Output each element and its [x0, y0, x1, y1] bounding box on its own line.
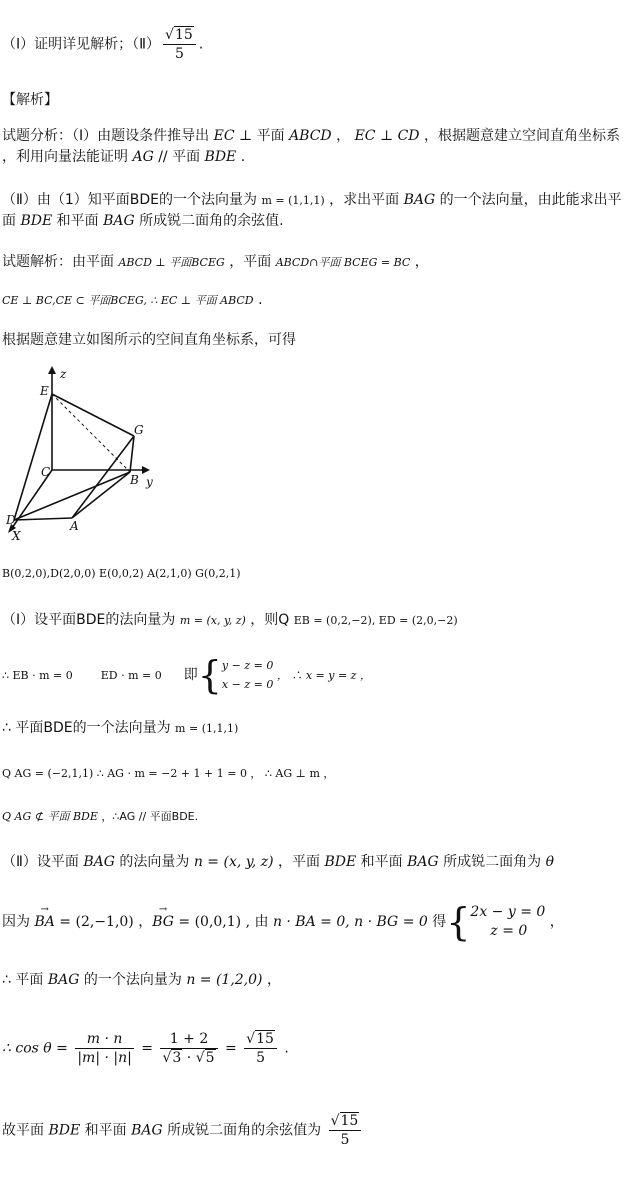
label-y: y: [146, 475, 153, 489]
part2-line-2: 因为 → BA = (2,−1,0) ，→ BG = (0,0,1) , 由 n · BA = 0, n · BG = 0 得{ 2x − y = 0 z = 0 ，: [2, 903, 564, 941]
label-z: z: [60, 367, 67, 381]
label-E: E: [40, 384, 49, 398]
part1-line-2: ∴ EB · m = 0 ED · m = 0 即{ y − z = 0 x − z = 0 ， ∴ x = y = z ，: [2, 653, 371, 697]
section-heading: 【解析】: [2, 92, 58, 108]
cos-fraction-1: $\frac{m \cdot n}{|m| \cdot |n|}$: [77, 1031, 132, 1066]
points-line: B(0,2,0),D(2,0,0) E(0,0,2) A(2,1,0) G(0,2,1): [2, 567, 241, 580]
edge-ED: [14, 394, 52, 520]
part2-line-4: ∴ cos θ = $\frac{m \cdot n}{|m| \cdot |n|}$ = $\frac{1 + 2}{√3 \cdot √5}$ = $\frac{√15}{5}$ .: [2, 1031, 289, 1066]
label-D: D: [6, 513, 16, 527]
edge-DA: [14, 518, 72, 520]
hidden-EB: [52, 394, 130, 472]
solution-line-3: 根据题意建立如图所示的空间直角坐标系，可得: [2, 332, 296, 348]
label-x: X: [12, 529, 21, 543]
label-G: G: [134, 423, 144, 437]
coordinate-diagram: [0, 362, 180, 544]
part2-line-1: （Ⅱ）设平面 BAG 的法向量为 n = (x, y, z) ，平面 BDE 和平面 BAG 所成锐二面角为 θ: [2, 854, 555, 870]
analysis-line-4: 面 BDE 和平面 BAG 所成锐二面角的余弦值.: [2, 213, 284, 229]
answer-text: （Ⅰ）证明详见解析；（Ⅱ）: [2, 36, 161, 53]
equation-system-2: { 2x − y = 0 z = 0: [446, 900, 546, 944]
conclusion-line: 故平面 BDE 和平面 BAG 所成锐二面角的余弦值为 $\frac{√15}{5}$: [2, 1112, 364, 1149]
part2-line-3: ∴ 平面 BAG 的一个法向量为 n = (1,2,0) ，: [2, 972, 281, 988]
answer-fraction: $\frac{√15}{5}$: [163, 26, 196, 63]
answer-line: （Ⅰ）证明详见解析；（Ⅱ） $\frac{√15}{5}$ .: [2, 27, 204, 62]
solution-line-1: 试题解析：由平面 ABCD ⊥ 平面BCEG ，平面 ABCD∩平面 BCEG = BC ，: [2, 254, 429, 270]
cos-fraction-3: $\frac{√15}{5}$: [244, 1030, 277, 1067]
part1-line-5: Q AG ⊄ 平面 BDE ，∴AG // 平面BDE.: [2, 810, 199, 823]
label-A: A: [70, 519, 79, 533]
edge-DB: [14, 472, 130, 520]
equation-system-1: { y − z = 0 x − z = 0: [197, 653, 274, 697]
analysis-line-1: 试题分析：（Ⅰ）由题设条件推导出 EC ⊥ 平面 ABCD ， EC ⊥ CD ，根据题意建立空间直角坐标系: [2, 128, 620, 144]
part1-line-1: （Ⅰ）设平面BDE的法向量为 m = (x, y, z) ，则Q EB = (0,2,−2), ED = (2,0,−2): [2, 612, 458, 628]
label-B: B: [130, 473, 139, 487]
cos-fraction-2: $\frac{1 + 2}{√3 \cdot √5}$: [160, 1030, 217, 1067]
edge-EG: [52, 394, 134, 436]
z-arrow-icon: [48, 366, 56, 374]
label-C: C: [41, 465, 51, 479]
part1-line-4: Q AG = (−2,1,1) ∴ AG · m = −2 + 1 + 1 = 0 ， ∴ AG ⊥ m ，: [2, 767, 335, 780]
part1-line-3: ∴ 平面BDE的一个法向量为 m = (1,1,1): [2, 720, 239, 736]
y-arrow-icon: [142, 466, 150, 474]
analysis-line-3: （Ⅱ）由（1）知平面BDE的一个法向量为 m = (1,1,1) ，求出平面 BAG 的一个法向量，由此能求出平: [2, 192, 622, 208]
conclusion-fraction: $\frac{√15}{5}$: [329, 1112, 362, 1149]
analysis-line-2: ，利用向量法能证明 AG // 平面 BDE .: [2, 149, 246, 165]
solution-line-2: CE ⊥ BC,CE ⊂ 平面BCEG, ∴ EC ⊥ 平面 ABCD .: [2, 292, 263, 308]
